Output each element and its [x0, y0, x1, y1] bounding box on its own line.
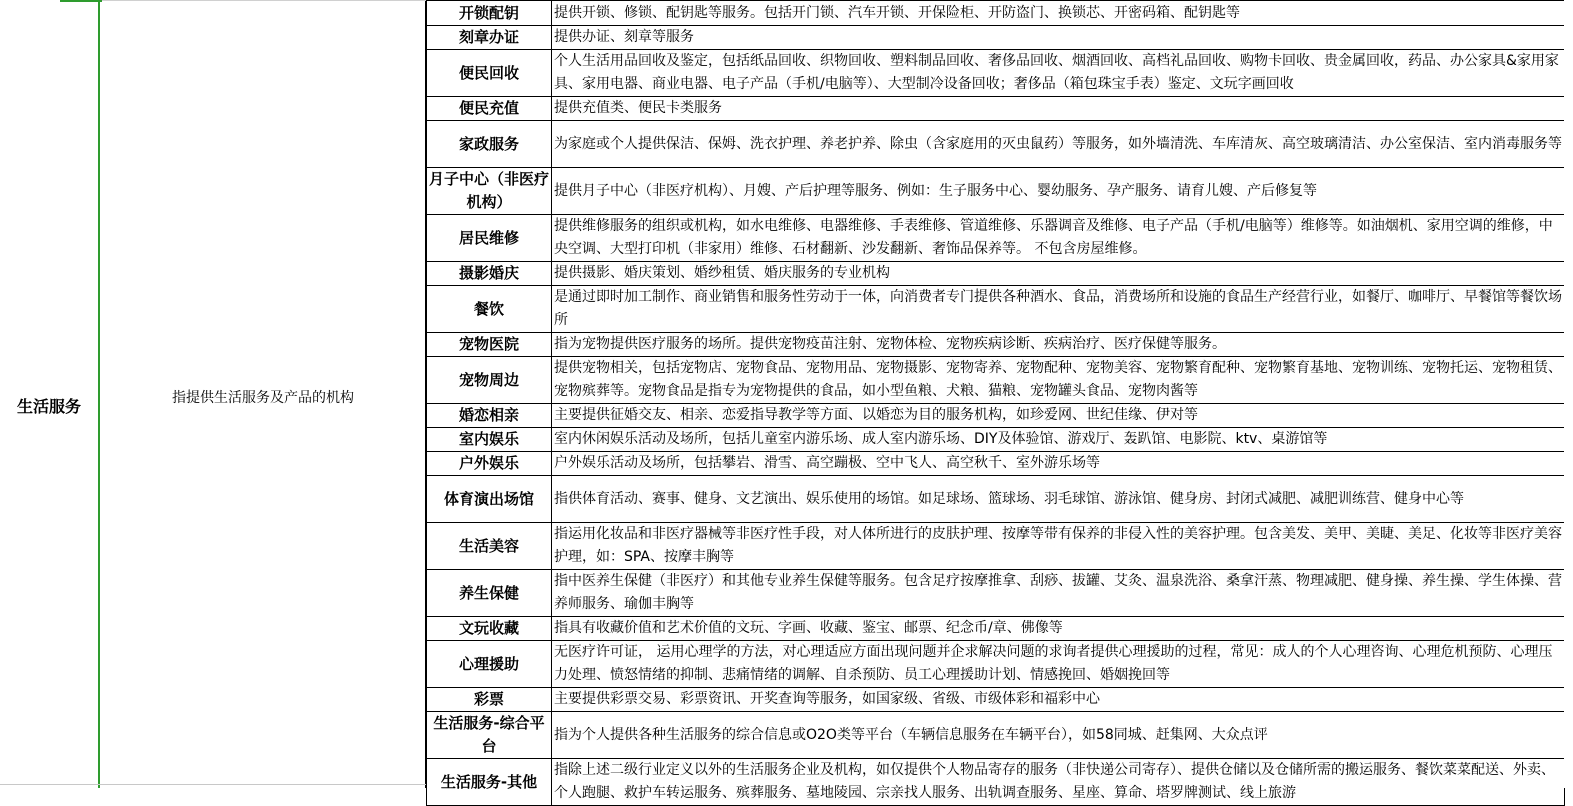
- subcategory-desc-cell[interactable]: 指为个人提供各种生活服务的综合信息或O2O类等平台（车辆信息服务在车辆平台），如58同城、赶集网、大众点评: [552, 712, 1565, 759]
- table-row: [427, 570, 1565, 617]
- table-row: [427, 26, 1565, 50]
- definition-column[interactable]: [102, 0, 426, 788]
- table-row: [427, 523, 1565, 570]
- subcategory-name-cell[interactable]: 生活美容: [427, 523, 552, 570]
- subcategory-desc-cell[interactable]: 指运用化妆品和非医疗器械等非医疗性手段，对人体所进行的皮肤护理、按摩等带有保养的非侵入性的美容护理。包含美发、美甲、美睫、美足、化妆等非医疗美容护理，如：SPA、按摩丰胸等: [552, 523, 1565, 570]
- table-row: [427, 688, 1565, 712]
- subcategory-name-cell[interactable]: 宠物医院: [427, 333, 552, 357]
- subcategory-name-cell[interactable]: 便民充值: [427, 97, 552, 121]
- subcategory-name-cell[interactable]: 月子中心（非医疗机构）: [427, 168, 552, 215]
- subcategory-name-cell[interactable]: 开锁配钥: [427, 1, 552, 26]
- subcategory-desc-cell[interactable]: 指为宠物提供医疗服务的场所。提供宠物疫苗注射、宠物体检、宠物疾病诊断、疾病治疗、医疗保健等服务。: [552, 333, 1565, 357]
- table-row: [427, 262, 1565, 286]
- subcategory-name-cell[interactable]: 居民维修: [427, 215, 552, 262]
- subcategory-desc-cell[interactable]: 户外娱乐活动及场所，包括攀岩、滑雪、高空蹦极、空中飞人、高空秋千、室外游乐场等: [552, 452, 1565, 476]
- subcategory-desc-cell[interactable]: 提供摄影、婚庆策划、婚纱租赁、婚庆服务的专业机构: [552, 262, 1565, 286]
- table-row: [427, 452, 1565, 476]
- table-row: [427, 215, 1565, 262]
- subcategory-desc-cell[interactable]: 主要提供征婚交友、相亲、恋爱指导教学等方面、以婚恋为目的服务机构，如珍爱网、世纪佳缘、伊对等: [552, 404, 1565, 428]
- subcategory-name-cell[interactable]: 室内娱乐: [427, 428, 552, 452]
- subcategory-desc-cell[interactable]: 无医疗许可证， 运用心理学的方法，对心理适应方面出现问题并企求解决问题的求询者提供心理援助的过程，常见：成人的个人心理咨询、心理危机预防、心理压力处理、愤怒情绪的抑制、悲痛情绪的调解、自杀预防、员工心理援助计划、情感挽回、婚姻挽回等: [552, 641, 1565, 688]
- table-row: [427, 333, 1565, 357]
- subcategory-name-cell[interactable]: 刻章办证: [427, 26, 552, 50]
- subcategory-desc-cell[interactable]: 提供宠物相关，包括宠物店、宠物食品、宠物用品、宠物摄影、宠物寄养、宠物配种、宠物美容、宠物繁育配种、宠物繁育基地、宠物训练、宠物托运、宠物租赁、宠物殡葬等。宠物食品是指专为宠物提供的食品，如小型鱼粮、犬粮、猫粮、宠物罐头食品、宠物肉酱等: [552, 357, 1565, 404]
- subcategory-name-cell[interactable]: 家政服务: [427, 121, 552, 168]
- subcategory-desc-cell[interactable]: 指除上述二级行业定义以外的生活服务企业及机构，如仅提供个人物品寄存的服务（非快递公司寄存）、提供仓储以及仓储所需的搬运服务、餐饮菜菜配送、外卖、个人跑腿、救护车转运服务、殡葬服务、墓地陵园、宗亲找人服务、出轨调查服务、星座、算命、塔罗牌测试、线上旅游: [552, 759, 1565, 806]
- table-row: [427, 428, 1565, 452]
- table-row: [427, 121, 1565, 168]
- table-row: [427, 476, 1565, 523]
- subcategory-name-cell[interactable]: 文玩收藏: [427, 617, 552, 641]
- subcategory-desc-cell[interactable]: 提供月子中心（非医疗机构）、月嫂、产后护理等服务、例如：生子服务中心、婴幼服务、孕产服务、请育儿嫂、产后修复等: [552, 168, 1565, 215]
- table-row: [427, 712, 1565, 759]
- subcategory-desc-cell[interactable]: 提供充值类、便民卡类服务: [552, 97, 1565, 121]
- category-cell[interactable]: 生活服务: [16, 397, 81, 416]
- table-row: [427, 50, 1565, 97]
- table-row: [427, 97, 1565, 121]
- subcategory-name-cell[interactable]: 生活服务-综合平台: [427, 712, 552, 759]
- table-row: [427, 617, 1565, 641]
- subcategory-desc-cell[interactable]: 室内休闲娱乐活动及场所，包括儿童室内游乐场、成人室内游乐场、DIY及体验馆、游戏厅、轰趴馆、电影院、ktv、桌游馆等: [552, 428, 1565, 452]
- subcategory-name-cell[interactable]: 宠物周边: [427, 357, 552, 404]
- subcategory-name-cell[interactable]: 摄影婚庆: [427, 262, 552, 286]
- subcategory-name-cell[interactable]: 婚恋相亲: [427, 404, 552, 428]
- table-row: [427, 641, 1565, 688]
- subcategory-desc-cell[interactable]: 个人生活用品回收及鉴定，包括纸品回收、织物回收、塑料制品回收、奢侈品回收、烟酒回收、高档礼品回收、购物卡回收、贵金属回收，药品、办公家具&家用家具、家用电器、商业电器、电子产品（手机/电脑等）、大型制冷设备回收；奢侈品（箱包珠宝手表）鉴定、文玩字画回收: [552, 50, 1565, 97]
- subcategory-name-cell[interactable]: 餐饮: [427, 286, 552, 333]
- table-row: [427, 357, 1565, 404]
- subcategory-name-cell[interactable]: 生活服务-其他: [427, 759, 552, 806]
- subcategory-name-cell[interactable]: 体育演出场馆: [427, 476, 552, 523]
- subcategory-desc-cell[interactable]: 指中医养生保健（非医疗）和其他专业养生保健等服务。包含足疗按摩推拿、刮痧、拔罐、艾灸、温泉洗浴、桑拿汗蒸、物理减肥、健身操、养生操、学生体操、营养师服务、瑜伽丰胸等: [552, 570, 1565, 617]
- gridline: [0, 784, 426, 785]
- category-column[interactable]: [0, 0, 100, 788]
- table-row: [427, 286, 1565, 333]
- table-row: [427, 1, 1565, 26]
- subcategory-desc-cell[interactable]: 指具有收藏价值和艺术价值的文玩、字画、收藏、鉴宝、邮票、纪念币/章、佛像等: [552, 617, 1565, 641]
- table-row: [427, 168, 1565, 215]
- gridline: [102, 0, 426, 1]
- subcategory-table: [426, 0, 1565, 806]
- definition-cell[interactable]: 指提供生活服务及产品的机构: [172, 390, 354, 406]
- subcategory-name-cell[interactable]: 户外娱乐: [427, 452, 552, 476]
- subcategory-desc-cell[interactable]: 提供办证、刻章等服务: [552, 26, 1565, 50]
- subcategory-name-cell[interactable]: 便民回收: [427, 50, 552, 97]
- selection-border: [60, 0, 102, 2]
- subcategory-name-cell[interactable]: 养生保健: [427, 570, 552, 617]
- table-row: [427, 404, 1565, 428]
- subcategory-name-cell[interactable]: 心理援助: [427, 641, 552, 688]
- table-row: [427, 759, 1565, 806]
- subcategory-name-cell[interactable]: 彩票: [427, 688, 552, 712]
- subcategory-desc-cell[interactable]: 提供维修服务的组织或机构，如水电维修、电器维修、手表维修、管道维修、乐器调音及维修、电子产品（手机/电脑等）维修等。如油烟机、家用空调的维修，中央空调、大型打印机（非家用）维修、石材翻新、沙发翻新、奢饰品保养等。 不包含房屋维修。: [552, 215, 1565, 262]
- subcategory-desc-cell[interactable]: 是通过即时加工制作、商业销售和服务性劳动于一体，向消费者专门提供各种酒水、食品，消费场所和设施的食品生产经营行业，如餐厅、咖啡厅、早餐馆等餐饮场所: [552, 286, 1565, 333]
- subcategory-desc-cell[interactable]: 指供体育活动、赛事、健身、文艺演出、娱乐使用的场馆。如足球场、篮球场、羽毛球馆、游泳馆、健身房、封闭式减肥、减肥训练营、健身中心等: [552, 476, 1565, 523]
- subcategory-desc-cell[interactable]: 提供开锁、修锁、配钥匙等服务。包括开门锁、汽车开锁、开保险柜、开防盗门、换锁芯、开密码箱、配钥匙等: [552, 1, 1565, 26]
- subcategory-desc-cell[interactable]: 主要提供彩票交易、彩票资讯、开奖查询等服务，如国家级、省级、市级体彩和福彩中心: [552, 688, 1565, 712]
- subcategory-desc-cell[interactable]: 为家庭或个人提供保洁、保姆、洗衣护理、养老护养、除虫（含家庭用的灭虫鼠药）等服务，如外墙清洗、车库清灰、高空玻璃清洁、办公室保洁、室内消毒服务等: [552, 121, 1565, 168]
- sheet-edge: [1564, 0, 1573, 788]
